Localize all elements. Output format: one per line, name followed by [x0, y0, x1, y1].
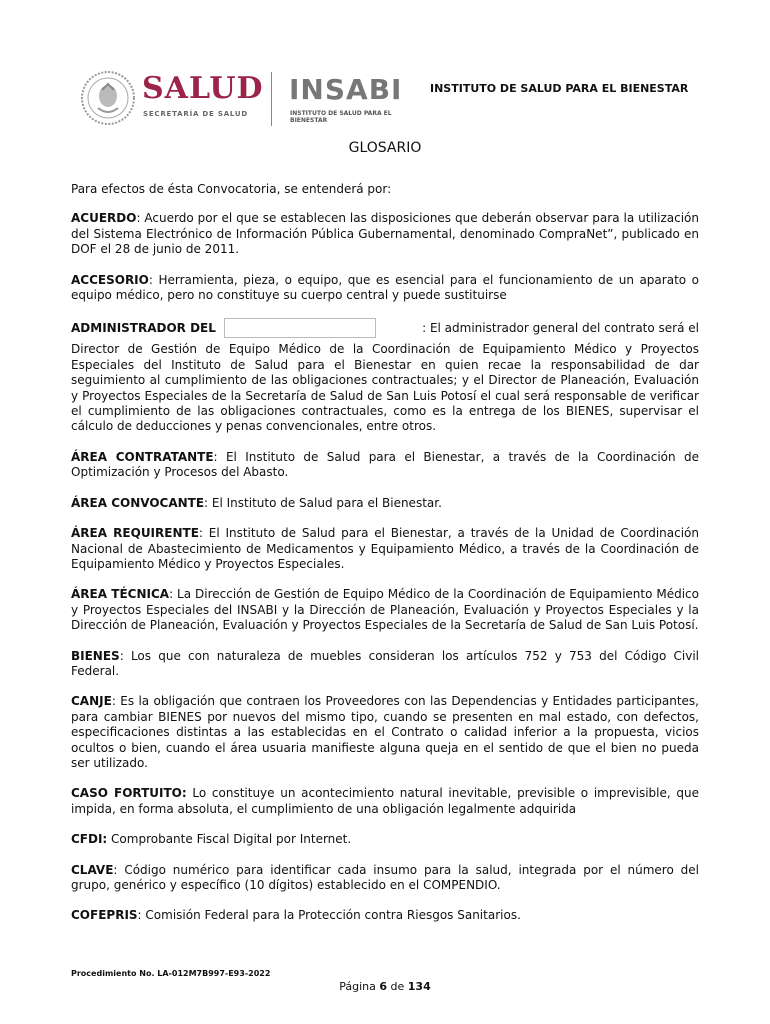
term: COFEPRIS	[71, 908, 138, 923]
definition: : Los que con naturaleza de muebles consideran los artículos 752 y 753 del Código Civil Federal.	[71, 648, 699, 678]
salud-logo-text: SALUD	[142, 71, 264, 106]
glossary-entry-area-tecnica	[71, 587, 699, 633]
procedure-number: Procedimiento No. LA-012M7B997-E93-2022	[71, 969, 271, 978]
blank-field-box[interactable]	[224, 318, 376, 338]
glossary-entry-cfdi	[71, 832, 699, 847]
glossary-body	[71, 182, 699, 939]
intro-text: Para efectos de ésta Convocatoria, se entenderá por:	[71, 182, 392, 196]
page-total: 134	[407, 980, 431, 993]
insabi-logo-text: INSABI	[289, 73, 403, 106]
term: ÁREA CONVOCANTE	[71, 495, 205, 510]
definition: : El Instituto de Salud para el Bienestar, a través de la Unidad de Coordinación Nacional de Abastecimiento de Medicamentos y Equipamiento Médico, a través de la Coordinación de Equipamiento Médico y Proyectos Especiales.	[71, 526, 699, 571]
glossary-entry-area-contratante	[71, 450, 699, 481]
definition: : La Dirección de Gestión de Equipo Médico de la Coordinación de Equipamiento Médico y Proyectos Especiales del INSABI y la Dirección de Planeación, Evaluación y Proyectos Especiales y la Dirección de Planeación, Evaluación y Proyectos Especiales de la Secretaría de Salud de San Luis Potosí.	[71, 587, 699, 633]
page-title: GLOSARIO	[348, 140, 422, 156]
page-current: 6	[379, 980, 388, 993]
glossary-entry-caso-fortuito	[71, 786, 699, 817]
term: ÁREA CONTRATANTE	[71, 449, 214, 464]
page-number	[0, 980, 770, 993]
definition: : Acuerdo por el que se establecen las disposiciones que deberán observar para la utilización del Sistema Electrónico de Información Pública Gubernamental, denominado CompraNet”, publicado en DOF el 28 de junio de 2011.	[71, 211, 699, 257]
glossary-entry-area-convocante	[71, 496, 699, 511]
term: CFDI:	[71, 832, 108, 847]
definition: : El Instituto de Salud para el Bienestar, a través de la Coordinación de Optimización y Procesos del Abasto.	[71, 449, 699, 480]
term: ACUERDO	[71, 211, 137, 226]
definition: Lo constituye un acontecimiento natural inevitable, previsible o imprevisible, que impida, en forma absoluta, el cumplimiento de una obligación legalmente adquirida	[71, 786, 699, 816]
insabi-logo-subtitle: INSTITUTO DE SALUD PARA EL BIENESTAR	[290, 110, 392, 124]
page-of: de	[390, 980, 405, 993]
definition: : El Instituto de Salud para el Bienestar.	[204, 495, 442, 510]
term: CANJE	[71, 694, 112, 709]
glossary-entry-administrador-header	[71, 318, 699, 338]
term: ÁREA REQUIRENTE	[71, 526, 199, 541]
glossary-entry-accesorio	[71, 273, 699, 304]
logo-divider	[271, 72, 272, 126]
term: ADMINISTRADOR DEL	[71, 320, 216, 335]
definition: Comprobante Fiscal Digital por Internet.	[107, 832, 352, 847]
term: CLAVE	[71, 862, 114, 877]
glossary-entry-clave	[71, 863, 699, 894]
term: BIENES	[71, 648, 120, 663]
glossary-entry-area-requirente	[71, 526, 699, 572]
glossary-entry-acuerdo	[71, 211, 699, 257]
glossary-entry-bienes	[71, 649, 699, 680]
definition-lead: : El administrador general del contrato será el	[422, 320, 699, 335]
glossary-entry-administrador: Director de Gestión de Equipo Médico de la Coordinación de Equipamiento Médico y Proyectos Especiales del Instituto de Salud para el Bienestar en quien recae la responsabilidad de dar seguimiento al cumplimiento de las obligaciones contractuales; y el Director de Planeación, Evaluación y Proyectos Especiales de la Secretaría de Salud de San Luis Potosí el cual será responsable de verificar el cumplimiento de las obligaciones contractuales, como es la entrega de los BIENES, supervisar el cálculo de deducciones y penas convencionales, entre otros.	[71, 342, 699, 434]
term: ACCESORIO	[71, 272, 149, 287]
salud-logo-subtitle: SECRETARÍA DE SALUD	[143, 110, 249, 118]
glossary-entry-cofepris	[71, 908, 699, 923]
definition: : Es la obligación que contraen los Proveedores con las Dependencias y Entidades participantes, para cambiar BIENES por nuevos del mismo tipo, cuando se presenten en mal estado, con defectos, especificaciones distintas a las establecidas en el Contrato o calidad inferior a la propuesta, vicios ocultos o bien, cuando el área usuaria manifieste alguna queja en el sentido de que el bien no pueda ser utilizado.	[71, 694, 699, 770]
term: CASO FORTUITO:	[71, 786, 187, 801]
glossary-entry-canje	[71, 694, 699, 771]
definition: : Código numérico para identificar cada insumo para la salud, integrada por el número del grupo, genérico y específico (10 dígitos) establecido en el COMPENDIO.	[71, 862, 699, 892]
mexico-seal-icon	[80, 70, 136, 126]
page-label: Página	[339, 980, 376, 993]
definition: : Herramienta, pieza, o equipo, que es esencial para el funcionamiento de un aparato o equipo médico, pero no constituye su cuerpo central y puede sustituirse	[71, 272, 699, 303]
term: ÁREA TÉCNICA	[71, 587, 170, 602]
page-header	[80, 68, 700, 130]
institute-title: INSTITUTO DE SALUD PARA EL BIENESTAR	[430, 82, 689, 95]
definition: : Comisión Federal para la Protección contra Riesgos Sanitarios.	[137, 908, 521, 923]
